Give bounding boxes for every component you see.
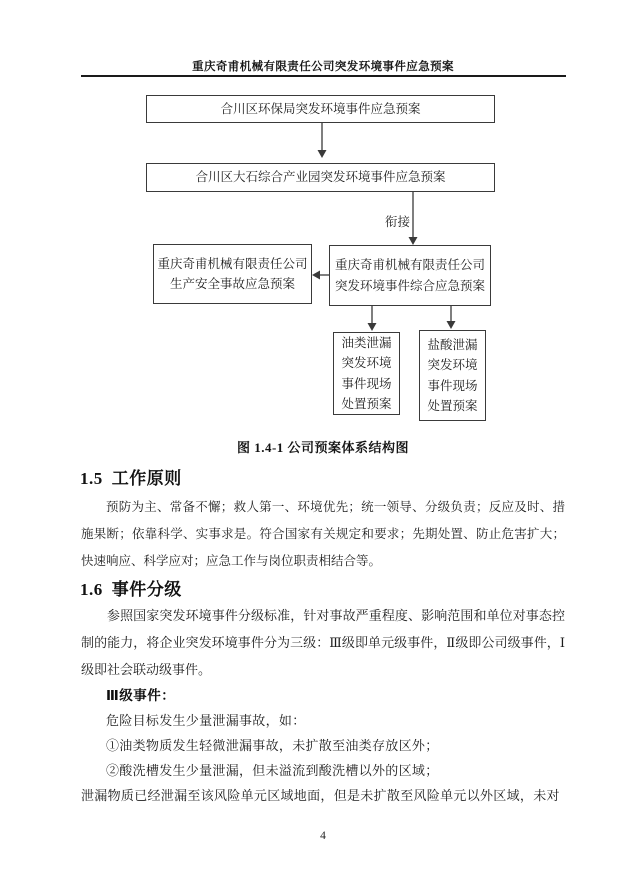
flowchart-box-safety-plan [153, 244, 312, 304]
section-heading-1-6 [80, 575, 182, 600]
section-title: 工作原则 [111, 469, 182, 488]
level-3-event-line: ②酸洗槽发生少量泄漏，但未溢流到酸洗槽以外的区域； [106, 763, 439, 778]
box-label-line: 突发环境 [341, 356, 392, 370]
level-3-event-line: 泄漏物质已经泄漏至该风险单元区域地面，但是未扩散至风险单元以外区域，未对 [81, 788, 560, 803]
box-label-line: 盐酸泄漏 [427, 337, 478, 352]
section-title: 事件分级 [111, 580, 182, 599]
box-label-line: 重庆奇甫机械有限责任公司 [334, 258, 485, 272]
level-3-event-line: 危险目标发生少量泄漏事故，如： [106, 713, 306, 728]
box-label-line: 油类泄漏 [341, 335, 392, 350]
section-number: 1.5 [80, 469, 103, 488]
box-label-line: 处置预案 [341, 397, 392, 411]
box-label-line: 生产安全事故应急预案 [169, 277, 295, 291]
box-label-line: 事件现场 [427, 378, 478, 393]
level-3-event-heading: Ⅲ级事件： [106, 688, 176, 703]
flowchart-box-oil-leak-plan [333, 332, 400, 415]
box-label: 合川区大石综合产业园突发环境事件应急预案 [195, 170, 446, 185]
section-number: 1.6 [80, 580, 103, 599]
flowchart-box-comprehensive-plan [329, 245, 491, 306]
box-label-line: 突发环境 [427, 358, 478, 372]
flowchart-box-acid-leak-plan [419, 330, 486, 421]
flowchart-box-district-epb [146, 95, 495, 123]
paragraph-event-classification: 参照国家突发环境事件分级标准，针对事故严重程度、影响范围和单位对事态控制的能力，将企业突发环境事件分为三级：Ⅲ级即单元级事件，Ⅱ级即公司级事件，Ⅰ级即社会联动级事件。 [81, 608, 565, 677]
box-label-line: 突发环境事件综合应急预案 [334, 278, 485, 293]
box-label-line: 重庆奇甫机械有限责任公司 [157, 256, 308, 271]
paragraph-work-principles: 预防为主、常备不懈；救人第一、环境优先；统一领导、分级负责；反应及时、措施果断；依靠科学、实事求是。符合国家有关规定和要求；先期处置、防止危害扩大；快速响应、科学应对；应急工作与岗位职责相结合等。 [81, 500, 565, 568]
box-label-line: 事件现场 [341, 376, 392, 391]
header-title: 重庆奇甫机械有限责任公司突发环境事件应急预案 [192, 61, 454, 73]
box-label: 合川区环保局突发环境事件应急预案 [220, 101, 421, 116]
box-label-line: 处置预案 [427, 399, 478, 413]
section-heading-1-5 [80, 464, 182, 489]
flowchart-box-industrial-park [146, 163, 495, 192]
connector-label: 衔接 [385, 215, 411, 229]
figure-caption: 图 1.4-1 公司预案体系结构图 [236, 440, 410, 455]
level-3-event-line: ①油类物质发生轻微泄漏事故，未扩散至油类存放区外； [106, 738, 439, 753]
page-number: 4 [320, 830, 326, 842]
